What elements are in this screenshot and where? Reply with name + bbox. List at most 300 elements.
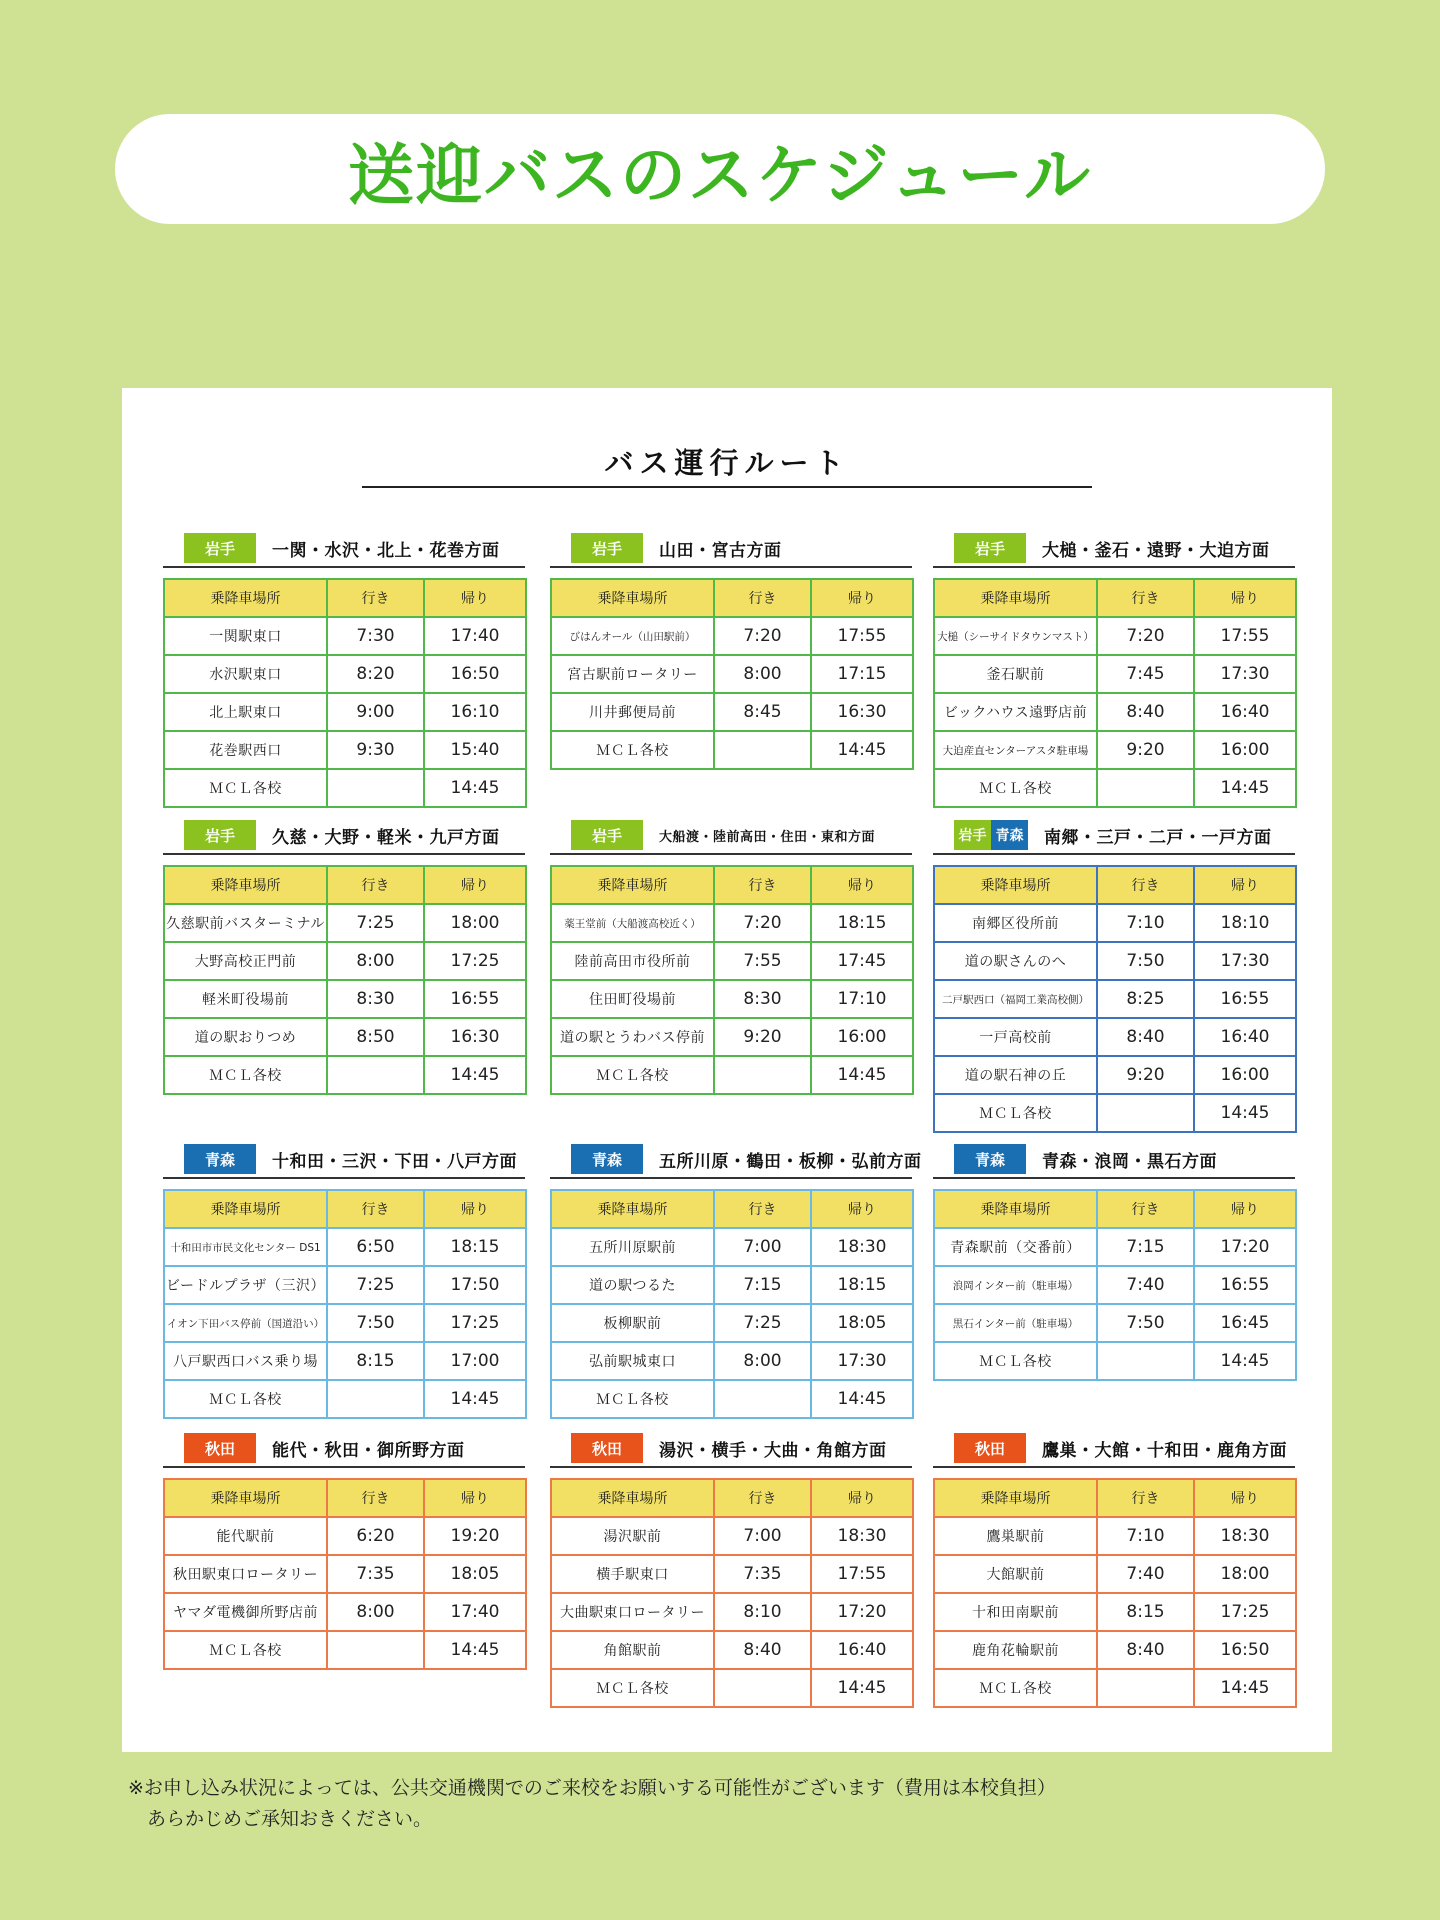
stop-name: ＭＣＬ各校 bbox=[934, 1094, 1097, 1132]
return-time: 17:30 bbox=[1194, 655, 1296, 693]
departure-time bbox=[327, 1380, 424, 1418]
departure-time: 8:00 bbox=[327, 942, 424, 980]
route-block bbox=[550, 1143, 922, 1419]
departure-time: 8:30 bbox=[714, 980, 811, 1018]
go-column-header: 行き bbox=[1097, 1479, 1194, 1517]
departure-time: 9:20 bbox=[714, 1018, 811, 1056]
region-badges bbox=[571, 533, 643, 563]
table-row bbox=[934, 1631, 1296, 1669]
stop-name: ＭＣＬ各校 bbox=[934, 769, 1097, 807]
place-column-header: 乗降車場所 bbox=[164, 866, 327, 904]
stop-name: 北上駅東口 bbox=[164, 693, 327, 731]
table-row bbox=[164, 655, 526, 693]
place-column-header: 乗降車場所 bbox=[551, 1479, 714, 1517]
route-header bbox=[550, 819, 912, 855]
departure-time bbox=[714, 1669, 811, 1707]
go-column-header: 行き bbox=[1097, 1190, 1194, 1228]
return-time: 17:10 bbox=[811, 980, 913, 1018]
stop-name: 久慈駅前バスターミナル bbox=[164, 904, 327, 942]
table-row bbox=[934, 617, 1296, 655]
return-time: 14:45 bbox=[1194, 1094, 1296, 1132]
return-column-header: 帰り bbox=[424, 866, 526, 904]
stop-name: 一関駅東口 bbox=[164, 617, 327, 655]
region-badges bbox=[184, 1144, 256, 1174]
departure-time: 7:20 bbox=[1097, 617, 1194, 655]
stop-name: 板柳駅前 bbox=[551, 1304, 714, 1342]
departure-time bbox=[714, 731, 811, 769]
return-column-header: 帰り bbox=[811, 866, 913, 904]
table-header-row bbox=[164, 1190, 526, 1228]
stop-name: 軽米町役場前 bbox=[164, 980, 327, 1018]
stop-name: 道の駅さんのへ bbox=[934, 942, 1097, 980]
departure-time bbox=[1097, 1094, 1194, 1132]
return-time: 14:45 bbox=[1194, 1669, 1296, 1707]
region-badges bbox=[571, 820, 643, 850]
table-header-row bbox=[164, 579, 526, 617]
stop-name: 鷹巣駅前 bbox=[934, 1517, 1097, 1555]
route-title: 青森・浪岡・黒石方面 bbox=[1042, 1151, 1217, 1172]
departure-time: 8:25 bbox=[1097, 980, 1194, 1018]
return-time: 17:55 bbox=[811, 617, 913, 655]
go-column-header: 行き bbox=[327, 1190, 424, 1228]
table-header-row bbox=[934, 1479, 1296, 1517]
stop-name: 十和田市市民文化センター DS1 bbox=[164, 1228, 327, 1266]
table-row bbox=[551, 1380, 913, 1418]
departure-time bbox=[1097, 769, 1194, 807]
stop-name: ＭＣＬ各校 bbox=[164, 1056, 327, 1094]
return-time: 17:30 bbox=[811, 1342, 913, 1380]
return-time: 17:25 bbox=[1194, 1593, 1296, 1631]
return-time: 16:00 bbox=[1194, 1056, 1296, 1094]
route-block bbox=[933, 819, 1295, 1133]
region-badge: 岩手 bbox=[571, 820, 643, 850]
departure-time: 6:20 bbox=[327, 1517, 424, 1555]
table-row bbox=[934, 693, 1296, 731]
departure-time: 7:50 bbox=[1097, 1304, 1194, 1342]
region-badges bbox=[954, 533, 1026, 563]
departure-time: 8:15 bbox=[1097, 1593, 1194, 1631]
stop-name: 一戸高校前 bbox=[934, 1018, 1097, 1056]
return-time: 17:55 bbox=[811, 1555, 913, 1593]
stop-name: 道の駅とうわバス停前 bbox=[551, 1018, 714, 1056]
schedule-table bbox=[550, 578, 914, 770]
stop-name: 大館駅前 bbox=[934, 1555, 1097, 1593]
table-row bbox=[164, 1228, 526, 1266]
stop-name: 宮古駅前ロータリー bbox=[551, 655, 714, 693]
departure-time: 8:15 bbox=[327, 1342, 424, 1380]
return-time: 16:40 bbox=[1194, 1018, 1296, 1056]
stop-name: 鹿角花輪駅前 bbox=[934, 1631, 1097, 1669]
region-badge: 岩手 bbox=[184, 820, 256, 850]
table-row bbox=[551, 1555, 913, 1593]
schedule-table bbox=[163, 1478, 527, 1670]
table-row bbox=[164, 617, 526, 655]
departure-time: 7:30 bbox=[327, 617, 424, 655]
route-header bbox=[163, 819, 525, 855]
return-time: 17:00 bbox=[424, 1342, 526, 1380]
table-row bbox=[551, 1631, 913, 1669]
route-title: 一関・水沢・北上・花巻方面 bbox=[272, 540, 500, 561]
departure-time: 7:35 bbox=[714, 1555, 811, 1593]
route-panel bbox=[122, 388, 1332, 1752]
return-time: 16:40 bbox=[1194, 693, 1296, 731]
stop-name: 薬王堂前（大船渡高校近く） bbox=[551, 904, 714, 942]
table-row bbox=[934, 769, 1296, 807]
departure-time: 9:20 bbox=[1097, 1056, 1194, 1094]
return-column-header: 帰り bbox=[1194, 1190, 1296, 1228]
stop-name: ＭＣＬ各校 bbox=[551, 731, 714, 769]
departure-time: 7:25 bbox=[327, 1266, 424, 1304]
table-row bbox=[164, 1018, 526, 1056]
stop-name: 湯沢駅前 bbox=[551, 1517, 714, 1555]
departure-time: 7:20 bbox=[714, 617, 811, 655]
table-row bbox=[934, 1555, 1296, 1593]
departure-time bbox=[327, 769, 424, 807]
stop-name: 住田町役場前 bbox=[551, 980, 714, 1018]
departure-time: 8:00 bbox=[714, 1342, 811, 1380]
table-row bbox=[551, 1342, 913, 1380]
place-column-header: 乗降車場所 bbox=[934, 579, 1097, 617]
departure-time: 8:20 bbox=[327, 655, 424, 693]
departure-time: 7:10 bbox=[1097, 904, 1194, 942]
table-row bbox=[934, 1669, 1296, 1707]
stop-name: 陸前高田市役所前 bbox=[551, 942, 714, 980]
return-column-header: 帰り bbox=[1194, 1479, 1296, 1517]
return-column-header: 帰り bbox=[424, 1479, 526, 1517]
schedule-table bbox=[550, 1189, 914, 1419]
departure-time bbox=[714, 1380, 811, 1418]
stop-name: 八戸駅西口バス乗り場 bbox=[164, 1342, 327, 1380]
return-time: 18:05 bbox=[811, 1304, 913, 1342]
title-banner bbox=[115, 114, 1325, 224]
stop-name: ＭＣＬ各校 bbox=[551, 1380, 714, 1418]
stop-name: 道の駅つるた bbox=[551, 1266, 714, 1304]
region-badges bbox=[954, 820, 1028, 850]
stop-name: ビックハウス遠野店前 bbox=[934, 693, 1097, 731]
return-column-header: 帰り bbox=[1194, 579, 1296, 617]
route-header bbox=[550, 1143, 922, 1179]
stop-name: 黒石インター前（駐車場） bbox=[934, 1304, 1097, 1342]
table-row bbox=[934, 1304, 1296, 1342]
return-time: 16:30 bbox=[424, 1018, 526, 1056]
departure-time: 8:40 bbox=[1097, 1631, 1194, 1669]
stop-name: 川井郵便局前 bbox=[551, 693, 714, 731]
table-row bbox=[551, 1593, 913, 1631]
footnote bbox=[128, 1773, 1056, 1835]
return-time: 18:15 bbox=[811, 904, 913, 942]
table-row bbox=[934, 980, 1296, 1018]
stop-name: 十和田南駅前 bbox=[934, 1593, 1097, 1631]
region-badge: 岩手 bbox=[184, 533, 256, 563]
schedule-table bbox=[933, 1189, 1297, 1381]
return-time: 17:30 bbox=[1194, 942, 1296, 980]
table-row bbox=[164, 1631, 526, 1669]
route-header bbox=[550, 1432, 912, 1468]
departure-time bbox=[1097, 1342, 1194, 1380]
table-row bbox=[934, 1056, 1296, 1094]
region-badge: 青森 bbox=[991, 820, 1028, 850]
stop-name: ＭＣＬ各校 bbox=[551, 1056, 714, 1094]
return-time: 18:10 bbox=[1194, 904, 1296, 942]
stop-name: 大野高校正門前 bbox=[164, 942, 327, 980]
return-time: 16:40 bbox=[811, 1631, 913, 1669]
table-row bbox=[934, 655, 1296, 693]
departure-time: 7:25 bbox=[714, 1304, 811, 1342]
departure-time bbox=[1097, 1669, 1194, 1707]
stop-name: ＭＣＬ各校 bbox=[164, 1380, 327, 1418]
departure-time: 8:00 bbox=[714, 655, 811, 693]
departure-time: 8:00 bbox=[327, 1593, 424, 1631]
stop-name: ＭＣＬ各校 bbox=[164, 1631, 327, 1669]
schedule-table bbox=[550, 865, 914, 1095]
stop-name: ビードルプラザ（三沢） bbox=[164, 1266, 327, 1304]
return-time: 17:40 bbox=[424, 1593, 526, 1631]
place-column-header: 乗降車場所 bbox=[551, 866, 714, 904]
return-time: 18:15 bbox=[811, 1266, 913, 1304]
stop-name: 大槌（シーサイドタウンマスト） bbox=[934, 617, 1097, 655]
stop-name: 能代駅前 bbox=[164, 1517, 327, 1555]
route-header bbox=[933, 1143, 1295, 1179]
table-row bbox=[934, 942, 1296, 980]
return-time: 14:45 bbox=[424, 1380, 526, 1418]
table-row bbox=[164, 942, 526, 980]
table-header-row bbox=[934, 866, 1296, 904]
region-badges bbox=[184, 533, 256, 563]
route-title: 鷹巣・大館・十和田・鹿角方面 bbox=[1042, 1440, 1287, 1461]
departure-time: 7:15 bbox=[714, 1266, 811, 1304]
region-badge: 青森 bbox=[571, 1144, 643, 1174]
return-column-header: 帰り bbox=[811, 1190, 913, 1228]
place-column-header: 乗降車場所 bbox=[934, 866, 1097, 904]
return-time: 16:50 bbox=[424, 655, 526, 693]
table-header-row bbox=[551, 1190, 913, 1228]
return-time: 14:45 bbox=[424, 1631, 526, 1669]
route-block bbox=[933, 1143, 1295, 1381]
departure-time: 9:20 bbox=[1097, 731, 1194, 769]
return-time: 16:55 bbox=[1194, 980, 1296, 1018]
region-badges bbox=[184, 1433, 256, 1463]
table-row bbox=[164, 1380, 526, 1418]
departure-time: 6:50 bbox=[327, 1228, 424, 1266]
place-column-header: 乗降車場所 bbox=[164, 1190, 327, 1228]
stop-name: 大迫産直センターアスタ駐車場 bbox=[934, 731, 1097, 769]
route-title: 大槌・釜石・遠野・大迫方面 bbox=[1042, 540, 1270, 561]
stop-name: 五所川原駅前 bbox=[551, 1228, 714, 1266]
route-block bbox=[163, 532, 525, 808]
table-row bbox=[551, 617, 913, 655]
place-column-header: 乗降車場所 bbox=[551, 1190, 714, 1228]
go-column-header: 行き bbox=[1097, 579, 1194, 617]
return-time: 17:25 bbox=[424, 1304, 526, 1342]
stop-name: ＭＣＬ各校 bbox=[164, 769, 327, 807]
departure-time: 7:00 bbox=[714, 1228, 811, 1266]
departure-time: 8:50 bbox=[327, 1018, 424, 1056]
table-header-row bbox=[934, 1190, 1296, 1228]
table-row bbox=[164, 1342, 526, 1380]
place-column-header: 乗降車場所 bbox=[164, 1479, 327, 1517]
departure-time bbox=[327, 1056, 424, 1094]
region-badge: 秋田 bbox=[184, 1433, 256, 1463]
return-time: 19:20 bbox=[424, 1517, 526, 1555]
table-row bbox=[551, 693, 913, 731]
route-header bbox=[550, 532, 912, 568]
table-row bbox=[164, 904, 526, 942]
return-time: 16:10 bbox=[424, 693, 526, 731]
return-column-header: 帰り bbox=[811, 1479, 913, 1517]
table-row bbox=[551, 1228, 913, 1266]
footnote-line: あらかじめご承知おきください。 bbox=[128, 1808, 433, 1830]
table-header-row bbox=[551, 579, 913, 617]
route-header bbox=[933, 532, 1295, 568]
departure-time: 7:15 bbox=[1097, 1228, 1194, 1266]
table-row bbox=[551, 904, 913, 942]
return-time: 16:00 bbox=[1194, 731, 1296, 769]
table-row bbox=[164, 731, 526, 769]
table-header-row bbox=[934, 579, 1296, 617]
return-time: 18:30 bbox=[1194, 1517, 1296, 1555]
table-row bbox=[934, 1266, 1296, 1304]
return-time: 15:40 bbox=[424, 731, 526, 769]
table-row bbox=[934, 731, 1296, 769]
stop-name: 釜石駅前 bbox=[934, 655, 1097, 693]
schedule-table bbox=[163, 1189, 527, 1419]
stop-name: 花巻駅西口 bbox=[164, 731, 327, 769]
table-header-row bbox=[551, 866, 913, 904]
stop-name: 角館駅前 bbox=[551, 1631, 714, 1669]
return-time: 18:00 bbox=[1194, 1555, 1296, 1593]
region-badge: 岩手 bbox=[954, 820, 991, 850]
return-time: 14:45 bbox=[1194, 769, 1296, 807]
departure-time: 7:55 bbox=[714, 942, 811, 980]
route-title: 五所川原・鶴田・板柳・弘前方面 bbox=[659, 1151, 922, 1172]
go-column-header: 行き bbox=[714, 1190, 811, 1228]
departure-time: 8:45 bbox=[714, 693, 811, 731]
go-column-header: 行き bbox=[714, 1479, 811, 1517]
stop-name: 南郷区役所前 bbox=[934, 904, 1097, 942]
table-row bbox=[551, 1517, 913, 1555]
departure-time: 7:10 bbox=[1097, 1517, 1194, 1555]
table-row bbox=[551, 980, 913, 1018]
return-time: 16:30 bbox=[811, 693, 913, 731]
route-header bbox=[163, 1143, 525, 1179]
table-row bbox=[551, 1018, 913, 1056]
departure-time: 7:25 bbox=[327, 904, 424, 942]
route-title: 南郷・三戸・二戸・一戸方面 bbox=[1044, 827, 1272, 848]
table-row bbox=[934, 1228, 1296, 1266]
go-column-header: 行き bbox=[327, 579, 424, 617]
table-row bbox=[551, 655, 913, 693]
stop-name: イオン下田バス停前（国道沿い） bbox=[164, 1304, 327, 1342]
departure-time bbox=[714, 1056, 811, 1094]
departure-time: 7:50 bbox=[1097, 942, 1194, 980]
stop-name: 二戸駅西口（福岡工業高校側） bbox=[934, 980, 1097, 1018]
region-badge: 秋田 bbox=[954, 1433, 1026, 1463]
page-title: 送迎バスのスケジュール bbox=[347, 136, 1093, 214]
region-badges bbox=[571, 1144, 643, 1174]
region-badges bbox=[954, 1433, 1026, 1463]
place-column-header: 乗降車場所 bbox=[164, 579, 327, 617]
return-time: 17:50 bbox=[424, 1266, 526, 1304]
place-column-header: 乗降車場所 bbox=[934, 1190, 1097, 1228]
departure-time: 9:30 bbox=[327, 731, 424, 769]
region-badge: 秋田 bbox=[571, 1433, 643, 1463]
stop-name: 横手駅東口 bbox=[551, 1555, 714, 1593]
region-badges bbox=[571, 1433, 643, 1463]
departure-time: 7:35 bbox=[327, 1555, 424, 1593]
table-row bbox=[164, 693, 526, 731]
stop-name: 大曲駅東口ロータリー bbox=[551, 1593, 714, 1631]
table-row bbox=[164, 1056, 526, 1094]
go-column-header: 行き bbox=[327, 866, 424, 904]
route-block bbox=[163, 1432, 525, 1670]
table-row bbox=[934, 1342, 1296, 1380]
table-row bbox=[934, 1593, 1296, 1631]
stop-name: 道の駅石神の丘 bbox=[934, 1056, 1097, 1094]
return-time: 17:15 bbox=[811, 655, 913, 693]
table-row bbox=[164, 1266, 526, 1304]
stop-name: 青森駅前（交番前） bbox=[934, 1228, 1097, 1266]
departure-time bbox=[327, 1631, 424, 1669]
departure-time: 8:30 bbox=[327, 980, 424, 1018]
return-time: 16:45 bbox=[1194, 1304, 1296, 1342]
route-title: 山田・宮古方面 bbox=[659, 540, 782, 561]
route-block bbox=[163, 819, 525, 1095]
stop-name: ＭＣＬ各校 bbox=[934, 1342, 1097, 1380]
route-title: 十和田・三沢・下田・八戸方面 bbox=[272, 1151, 517, 1172]
region-badges bbox=[954, 1144, 1026, 1174]
return-time: 17:55 bbox=[1194, 617, 1296, 655]
stop-name: ＭＣＬ各校 bbox=[551, 1669, 714, 1707]
table-row bbox=[551, 1266, 913, 1304]
route-block bbox=[550, 1432, 912, 1708]
table-row bbox=[164, 980, 526, 1018]
route-header bbox=[933, 819, 1295, 855]
table-row bbox=[164, 1517, 526, 1555]
return-time: 16:55 bbox=[1194, 1266, 1296, 1304]
table-row bbox=[164, 769, 526, 807]
departure-time: 8:10 bbox=[714, 1593, 811, 1631]
return-time: 14:45 bbox=[424, 1056, 526, 1094]
departure-time: 8:40 bbox=[1097, 1018, 1194, 1056]
table-row bbox=[934, 1094, 1296, 1132]
region-badge: 青森 bbox=[954, 1144, 1026, 1174]
route-header bbox=[163, 532, 525, 568]
place-column-header: 乗降車場所 bbox=[551, 579, 714, 617]
return-time: 17:40 bbox=[424, 617, 526, 655]
table-header-row bbox=[164, 866, 526, 904]
table-row bbox=[164, 1593, 526, 1631]
route-title: 湯沢・横手・大曲・角館方面 bbox=[659, 1440, 887, 1461]
table-header-row bbox=[164, 1479, 526, 1517]
schedule-table bbox=[163, 865, 527, 1095]
departure-time: 7:50 bbox=[327, 1304, 424, 1342]
return-time: 18:05 bbox=[424, 1555, 526, 1593]
return-time: 16:00 bbox=[811, 1018, 913, 1056]
route-block bbox=[163, 1143, 525, 1419]
return-time: 17:20 bbox=[811, 1593, 913, 1631]
stop-name: 道の駅おりつめ bbox=[164, 1018, 327, 1056]
return-time: 14:45 bbox=[811, 731, 913, 769]
departure-time: 7:45 bbox=[1097, 655, 1194, 693]
departure-time: 7:40 bbox=[1097, 1555, 1194, 1593]
return-column-header: 帰り bbox=[811, 579, 913, 617]
stop-name: 浪岡インター前（駐車場） bbox=[934, 1266, 1097, 1304]
return-column-header: 帰り bbox=[1194, 866, 1296, 904]
place-column-header: 乗降車場所 bbox=[934, 1479, 1097, 1517]
table-row bbox=[551, 1669, 913, 1707]
stop-name: ＭＣＬ各校 bbox=[934, 1669, 1097, 1707]
return-time: 14:45 bbox=[811, 1056, 913, 1094]
